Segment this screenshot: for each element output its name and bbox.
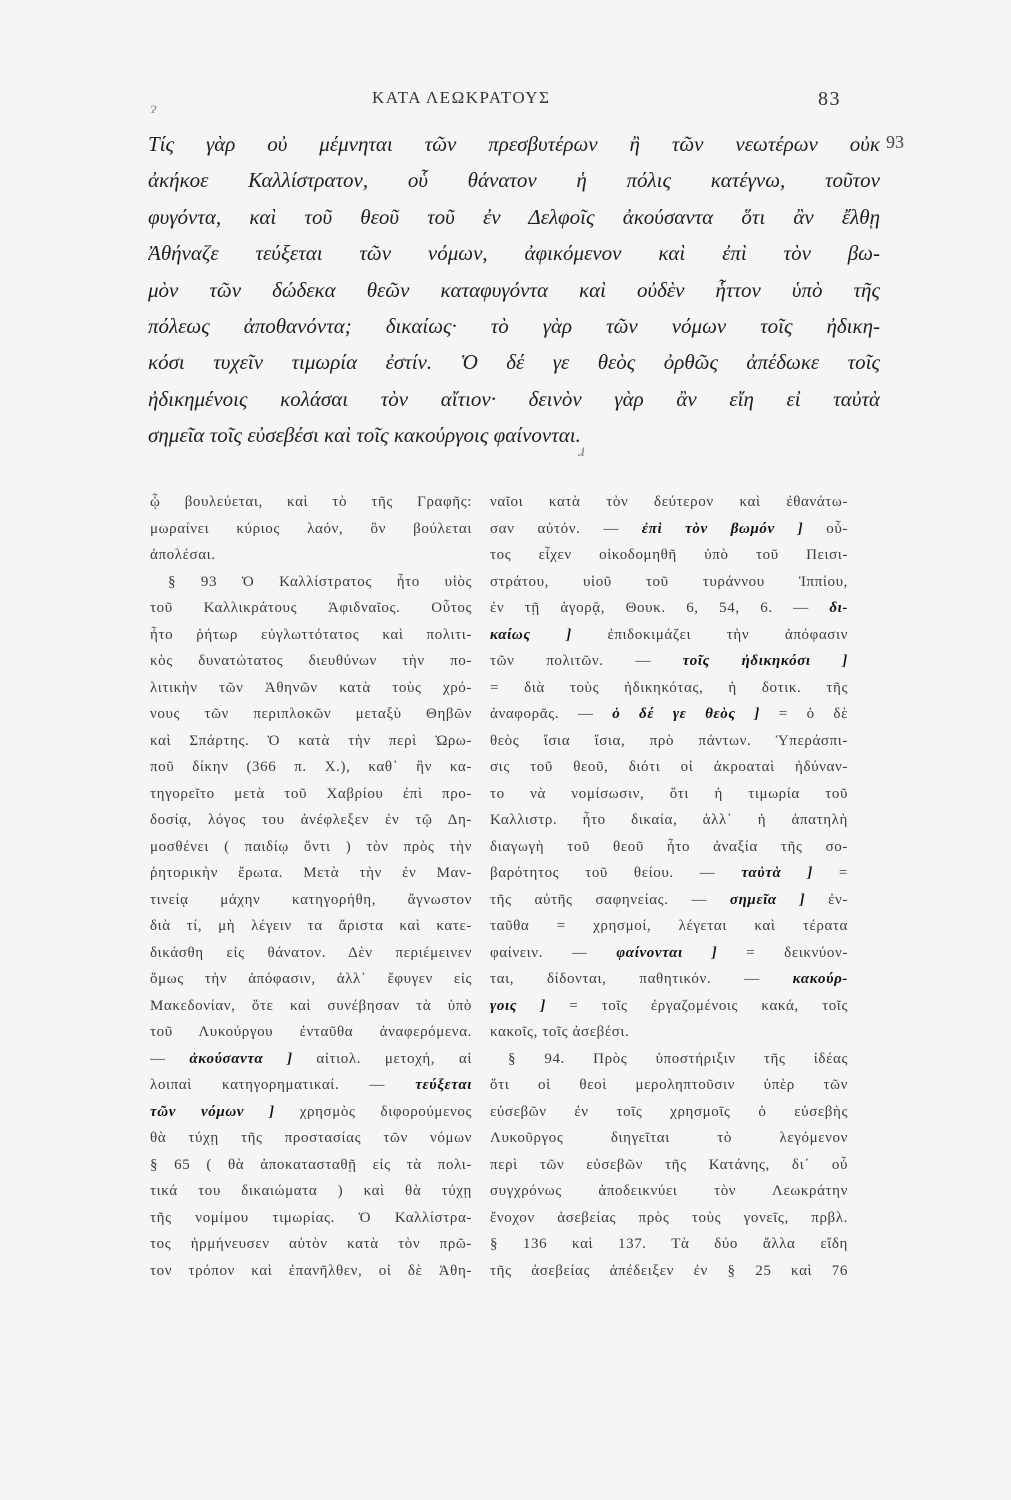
commentary-line (490, 675, 848, 702)
commentary-text: τοῦ Καλλικράτους Ἀφιδναῖος. Οὗτος (150, 600, 472, 616)
main-text-line: μὸν τῶν δώδεκα θεῶν καταφυγόντα καὶ οὐδὲν ἧττον ὑπὸ τῆς (148, 277, 880, 302)
commentary-line (490, 913, 848, 940)
main-text-line: φυγόντα, καὶ τοῦ θεοῦ τοῦ ἐν Δελφοῖς ἀκούσαντα ὅτι ἂν ἔλθῃ (148, 204, 880, 229)
commentary-line (490, 1205, 848, 1232)
commentary-line (150, 913, 472, 940)
main-text-line: Ἀθήναζε τεύξεται τῶν νόμων, ἀφικόμενον καὶ ἐπὶ τὸν βω- (148, 241, 880, 266)
commentary-line (490, 1152, 848, 1179)
commentary-text: ἔνοχον ἀσεβείας πρὸς τοὺς γονεῖς, πρβλ. (490, 1209, 848, 1226)
commentary-text: νους τῶν περιπλοκῶν μεταξὺ Θηβῶν (150, 706, 472, 722)
commentary-text: στράτου, υἱοῦ τοῦ τυράννου Ἱππίου, (490, 573, 848, 590)
commentary-text: ὅτι οἱ θεοὶ μεροληπτοῦσιν ὑπὲρ τῶν (490, 1077, 848, 1093)
commentary-text: χρησμὸς διφορούμενος (274, 1103, 472, 1120)
commentary-text: ἐπιδοκιμάζει τὴν ἀπόφασιν (571, 626, 848, 643)
lemma: ἀκούσαντα ] (189, 1050, 293, 1067)
commentary-line (490, 966, 848, 993)
lemma: σημεῖα ] (729, 891, 806, 908)
commentary-line (150, 860, 472, 887)
commentary-text: Λυκοῦργος διηγεῖται τὸ λεγόμενον (490, 1130, 848, 1146)
commentary-text: φαίνειν. — (490, 944, 617, 961)
commentary-text: τῆς αὐτῆς σαφηνείας. — (490, 891, 730, 908)
commentary-text: ῥητορικὴν ἔρωτα. Μετὰ τὴν ἐν Μαν- (150, 865, 472, 881)
commentary-line (150, 1231, 472, 1258)
main-text-line: ἠδικημένοις κολάσαι τὸν αἴτιον· δεινὸν γὰρ ἂν εἴη εἰ ταὐτὰ (148, 386, 880, 411)
commentary-line (150, 1258, 472, 1285)
commentary-text: ἀναφορᾶς. — (490, 706, 613, 722)
commentary-line (490, 1046, 848, 1073)
commentary-text: κὸς δυνατώτατος διευθύνων τὴν πο- (150, 653, 472, 669)
commentary-line (490, 993, 848, 1020)
lemma: τοῖς ἠδικηκόσι ] (682, 653, 848, 669)
commentary-text: δικάσθη εἰς θάνατον. Δὲν περιέμεινεν (150, 944, 472, 961)
commentary-text: = διὰ τοὺς ἠδικηκότας, ἡ δοτικ. τῆς (490, 679, 848, 696)
lemma: φαίνονται ] (616, 944, 718, 961)
commentary-text: σις τοῦ θεοῦ, διότι οἱ ἀκροαταὶ ἠδύναν- (490, 759, 848, 775)
commentary-text: οὗ- (803, 520, 848, 537)
commentary-line (490, 807, 848, 834)
commentary-line (150, 569, 472, 596)
main-text (148, 126, 880, 454)
commentary-text: καὶ Σπάρτης. Ὁ κατὰ τὴν περὶ Ὠρω- (150, 732, 472, 749)
commentary-text: λιτικὴν τῶν Ἀθηνῶν κατὰ τοὺς χρό- (150, 679, 472, 696)
commentary-text: § 136 καὶ 137. Τὰ δύο ἄλλα εἴδη (490, 1236, 848, 1252)
commentary-line (490, 701, 848, 728)
commentary-text: θεὸς ἴσια ἴσια, πρὸ πάντων. Ὑπεράσπι- (490, 732, 848, 749)
commentary-line (490, 516, 848, 543)
commentary-line (150, 489, 472, 516)
commentary-left-column (150, 489, 472, 1284)
commentary-line (490, 1072, 848, 1099)
commentary-line (150, 701, 472, 728)
commentary-line (490, 887, 848, 914)
commentary-line (490, 1178, 848, 1205)
commentary-line (150, 1205, 472, 1232)
commentary-line (150, 887, 472, 914)
commentary-text: ᾧ βουλεύεται, καὶ τὸ τῆς Γραφῆς: (150, 494, 472, 510)
commentary-line (490, 542, 848, 569)
commentary-text: τῶν πολιτῶν. — (490, 653, 683, 669)
commentary-line (490, 781, 848, 808)
lemma: τῶν νόμων ] (150, 1103, 275, 1120)
pencil-annotation-icon: ɂ (150, 100, 157, 117)
page-number: 83 (818, 88, 841, 110)
commentary-line (150, 966, 472, 993)
main-text-line: πόλεως ἀποθανόντα; δικαίως· τὸ γὰρ τῶν νόμων τοῖς ἠδικη- (148, 313, 880, 338)
commentary-line (150, 807, 472, 834)
commentary-line (490, 1258, 848, 1285)
commentary-text: τον τρόπον καὶ ἐπανῆλθεν, οἱ δὲ Ἀθη- (150, 1262, 472, 1279)
commentary-text: ἀπολέσαι. (150, 547, 216, 563)
commentary-text: = τοῖς ἐργαζομένοις κακά, τοῖς (545, 997, 848, 1014)
commentary-line (490, 1125, 848, 1152)
commentary-line (150, 648, 472, 675)
commentary-line (490, 1099, 848, 1126)
commentary-text: το νὰ νομίσωσιν, ὅτι ἡ τιμωρία τοῦ (490, 785, 848, 802)
commentary-line (150, 516, 472, 543)
commentary-line (490, 569, 848, 596)
commentary-text: διαγωγὴ τοῦ θεοῦ ἦτο ἀναξία τῆς σο- (490, 838, 848, 855)
commentary-text: διὰ τί, μὴ λέγειν τα ἄριστα καὶ κατε- (150, 918, 472, 934)
commentary-right-column (490, 489, 848, 1284)
lemma: γοις ] (490, 997, 546, 1014)
commentary-text: ἐν τῇ ἀγορᾷ, Θουκ. 6, 54, 6. — (490, 600, 830, 616)
commentary-line (150, 781, 472, 808)
lemma: τεύξεται (415, 1077, 472, 1093)
commentary-line (150, 1099, 472, 1126)
commentary-text: βαρότητος τοῦ θείου. — (490, 865, 742, 881)
commentary-text: εὐσεβῶν ἐν τοῖς χρησμοῖς ὁ εὐσεβὴς (490, 1103, 848, 1120)
commentary-line (150, 1046, 472, 1073)
commentary-line (490, 1019, 848, 1046)
commentary-text: — (150, 1050, 190, 1067)
commentary-text: μοσθένει ( παιδίῳ ὄντι ) τὸν πρὸς τὴν (150, 838, 472, 855)
commentary-text: = ὁ δὲ (760, 706, 848, 722)
commentary-line (150, 993, 472, 1020)
commentary-line (490, 648, 848, 675)
commentary-line (150, 940, 472, 967)
commentary-line (150, 675, 472, 702)
commentary-text: = (812, 865, 848, 881)
commentary-text: μωραίνει κύριος λαόν, ὃν βούλεται (150, 520, 472, 537)
commentary-text: τος ἡρμήνευσεν αὐτὸν κατὰ τὸν πρῶ- (150, 1236, 472, 1252)
commentary-text: ἐν- (805, 891, 848, 908)
commentary-line (150, 1125, 472, 1152)
commentary-line (150, 1152, 472, 1179)
commentary-text: § 94. Πρὸς ὑποστήριξιν τῆς ἰδέας (508, 1050, 848, 1067)
main-text-line: ἀκήκοε Καλλίστρατον, οὗ θάνατον ἡ πόλις κατέγνω, τοῦτον (148, 168, 880, 193)
commentary-text: = δεικνύον- (717, 944, 848, 961)
commentary-line (490, 754, 848, 781)
main-text-line: σημεῖα τοῖς εὐσεβέσι καὶ τοῖς κακούργοις φαίνονται. (148, 423, 581, 448)
commentary-line (150, 728, 472, 755)
lemma: κακούρ- (792, 971, 848, 987)
margin-section-number: 93 (886, 132, 904, 152)
commentary-text: τῆς ἀσεβείας ἀπέδειξεν ἐν § 25 καὶ 76 (490, 1262, 848, 1279)
commentary-text: ὅμως τὴν ἀπόφασιν, ἀλλ᾽ ἔφυγεν εἰς (150, 971, 472, 987)
commentary-line (150, 622, 472, 649)
commentary-line (490, 834, 848, 861)
commentary-text: τος εἶχεν οἰκοδομηθῆ ὑπὸ τοῦ Πεισι- (490, 547, 848, 563)
commentary-line (490, 622, 848, 649)
commentary-text: ποῦ δίκην (366 π. Χ.), καθ᾽ ἣν κα- (150, 759, 472, 775)
commentary-line (490, 860, 848, 887)
commentary-text: § 93 Ὁ Καλλίστρατος ἦτο υἱὸς (168, 573, 472, 590)
commentary-line (490, 1231, 848, 1258)
commentary-text: ται, δίδονται, παθητικόν. — (490, 971, 793, 987)
lemma: δι- (829, 600, 848, 616)
commentary-line (150, 1019, 472, 1046)
lemma: ὁ δέ γε θεὸς ] (612, 706, 761, 722)
main-text-line: Τίς γὰρ οὐ μέμνηται τῶν πρεσβυτέρων ἢ τῶν νεωτέρων οὐκ (148, 132, 880, 156)
commentary-text: τινείᾳ μάχην κατηγορήθη, ἄγνωστον (150, 891, 472, 908)
commentary-line (490, 595, 848, 622)
commentary-text: § 65 ( θὰ ἀποκατασταθῇ εἰς τὰ πολι- (150, 1156, 472, 1173)
commentary-line (150, 754, 472, 781)
commentary-text: τοῦ Λυκούργου ἐνταῦθα ἀναφερόμενα. (150, 1024, 472, 1040)
commentary-text: σαν αὐτόν. — (490, 520, 642, 537)
commentary-text: τῆς νομίμου τιμωρίας. Ὁ Καλλίστρα- (150, 1209, 472, 1226)
commentary-text: Καλλιστρ. ἦτο δικαία, ἀλλ᾽ ἡ ἀπατηλὴ (490, 812, 848, 828)
lemma: καίως ] (490, 626, 572, 643)
running-title: ΚΑΤΑ ΛΕΩΚΡΑΤΟΥΣ (372, 88, 551, 107)
commentary-text: ταῦθα = χρησμοί, λέγεται καὶ τέρατα (490, 918, 848, 934)
commentary-line (490, 489, 848, 516)
commentary-line (150, 834, 472, 861)
commentary-text: δοσίᾳ, λόγος του ἀνέφλεξεν ἐν τῷ Δη- (150, 812, 472, 828)
commentary-text: τικά του δικαιώματα ) καὶ θὰ τύχῃ (150, 1183, 472, 1199)
commentary-line (150, 542, 472, 569)
commentary-text: θὰ τύχῃ τῆς προστασίας τῶν νόμων (150, 1130, 472, 1146)
commentary-text: ἦτο ῥήτωρ εὐγλωττότατος καὶ πολιτι- (150, 626, 472, 643)
commentary-line (150, 1072, 472, 1099)
lemma: ἐπὶ τὸν βωμόν ] (641, 520, 804, 537)
commentary-line (490, 940, 848, 967)
commentary-line (150, 1178, 472, 1205)
commentary-line (490, 728, 848, 755)
main-text-line: κόσι τυχεῖν τιμωρία ἐστίν. Ὁ δέ γε θεὸς ὀρθῶς ἀπέδωκε τοῖς (148, 350, 880, 375)
commentary-text: κακοῖς, τοῖς ἀσεβέσι. (490, 1024, 630, 1040)
commentary-text: Μακεδονίαν, ὅτε καὶ συνέβησαν τὰ ὑπὸ (150, 997, 472, 1014)
pencil-annotation-icon: ɹ (578, 440, 586, 460)
commentary-text: συγχρόνως ἀποδεικνύει τὸν Λεωκράτην (490, 1183, 848, 1199)
commentary-text: τηγορεῖτο μετὰ τοῦ Χαβρίου ἐπὶ προ- (150, 785, 472, 802)
lemma: ταὐτὰ ] (741, 865, 813, 881)
commentary-text: λοιπαὶ κατηγορηματικαί. — (150, 1077, 416, 1093)
commentary-text: ναῖοι κατὰ τὸν δεύτερον καὶ ἐθανάτω- (490, 494, 848, 510)
commentary-line (150, 595, 472, 622)
commentary-text: περὶ τῶν εὐσεβῶν τῆς Κατάνης, δι᾽ οὗ (490, 1156, 848, 1173)
commentary-text: αἰτιολ. μετοχή, αἱ (292, 1050, 472, 1067)
